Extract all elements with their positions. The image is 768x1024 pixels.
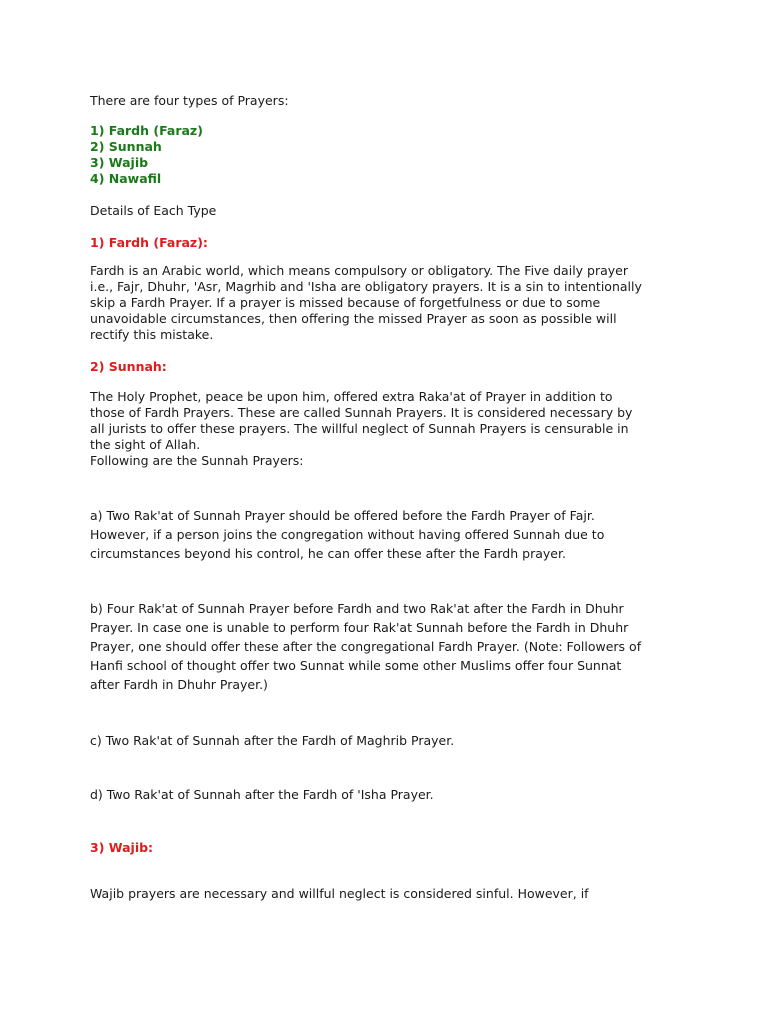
sunnah-item-b xyxy=(90,599,690,694)
text-line: i.e., Fajr, Dhuhr, 'Asr, Magrhib and 'Isha are obligatory prayers. It is a sin to intentionally xyxy=(90,279,642,294)
text-line: the sight of Allah. xyxy=(90,437,201,452)
paragraph-sunnah xyxy=(90,389,690,469)
intro-text: There are four types of Prayers: xyxy=(90,93,289,108)
text-line: However, if a person joins the congregation without having offered Sunnah due to xyxy=(90,527,605,542)
prayer-types-list xyxy=(90,123,690,187)
text-line: Prayer, one should offer these after the congregational Fardh Prayer. (Note: Followers of xyxy=(90,639,642,654)
text-line: rectify this mistake. xyxy=(90,327,214,342)
section-heading-fardh: 1) Fardh (Faraz): xyxy=(90,235,208,250)
section-heading-sunnah: 2) Sunnah: xyxy=(90,359,167,374)
document-page xyxy=(90,93,690,902)
paragraph-wajib xyxy=(90,886,690,902)
list-item: 3) Wajib xyxy=(90,155,149,170)
text-line: Prayer. In case one is unable to perform four Rak'at Sunnah before the Fardh in Dhuhr xyxy=(90,620,629,635)
text-line: all jurists to offer these prayers. The willful neglect of Sunnah Prayers is censurable in xyxy=(90,421,629,436)
sunnah-item-a xyxy=(90,506,690,563)
text-line: Fardh is an Arabic world, which means compulsory or obligatory. The Five daily prayer xyxy=(90,263,628,278)
text-line: Wajib prayers are necessary and willful neglect is considered sinful. However, if xyxy=(90,886,589,901)
text-line: unavoidable circumstances, then offering the missed Prayer as soon as possible will xyxy=(90,311,617,326)
text-line: c) Two Rak'at of Sunnah after the Fardh of Maghrib Prayer. xyxy=(90,733,455,748)
text-line: Hanfi school of thought offer two Sunnat while some other Muslims offer four Sunnat xyxy=(90,658,622,673)
paragraph-fardh xyxy=(90,263,690,343)
sunnah-item-d xyxy=(90,785,690,804)
text-line: after Fardh in Dhuhr Prayer.) xyxy=(90,677,268,692)
details-heading: Details of Each Type xyxy=(90,203,217,218)
text-line: circumstances beyond his control, he can offer these after the Fardh prayer. xyxy=(90,546,566,561)
text-line: skip a Fardh Prayer. If a prayer is missed because of forgetfulness or due to some xyxy=(90,295,601,310)
text-line: a) Two Rak'at of Sunnah Prayer should be offered before the Fardh Prayer of Fajr. xyxy=(90,508,595,523)
text-line: d) Two Rak'at of Sunnah after the Fardh of 'Isha Prayer. xyxy=(90,787,434,802)
list-item: 2) Sunnah xyxy=(90,139,162,154)
section-heading-wajib: 3) Wajib: xyxy=(90,840,154,855)
text-line: those of Fardh Prayers. These are called Sunnah Prayers. It is considered necessary by xyxy=(90,405,633,420)
text-line: Following are the Sunnah Prayers: xyxy=(90,453,304,468)
list-item: 1) Fardh (Faraz) xyxy=(90,123,203,138)
list-item: 4) Nawafil xyxy=(90,171,162,186)
text-line: The Holy Prophet, peace be upon him, offered extra Raka'at of Prayer in addition to xyxy=(90,389,613,404)
text-line: b) Four Rak'at of Sunnah Prayer before Fardh and two Rak'at after the Fardh in Dhuhr xyxy=(90,601,624,616)
sunnah-item-c xyxy=(90,731,690,750)
